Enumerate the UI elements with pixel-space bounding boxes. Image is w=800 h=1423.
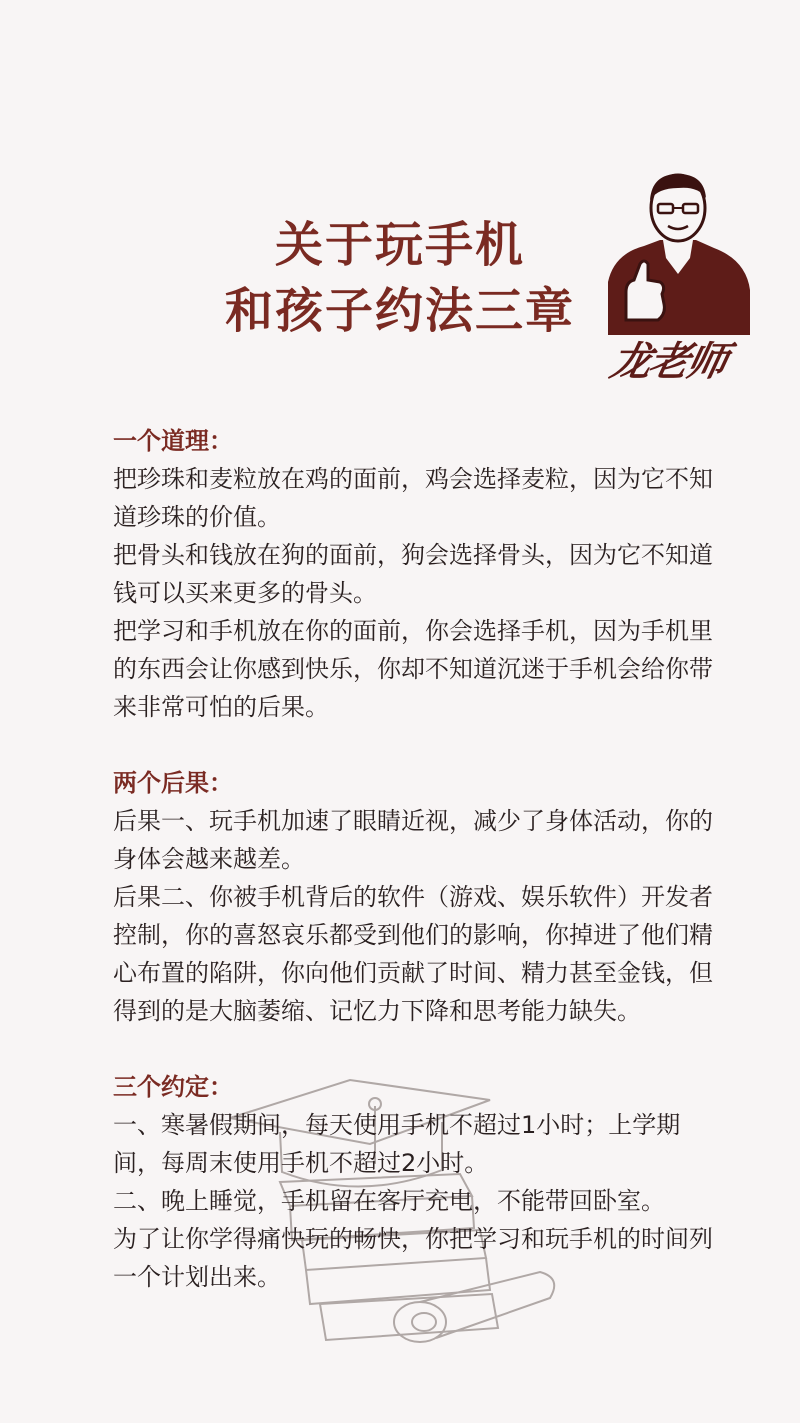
paragraph: 二、晚上睡觉，手机留在客厅充电，不能带回卧室。 (113, 1187, 665, 1215)
section-three-agreements (113, 1068, 713, 1296)
section-two-consequences (113, 764, 713, 1030)
paragraph: 后果一、玩手机加速了眼睛近视，减少了身体活动，你的身体会越来越差。 (113, 807, 713, 873)
section-one-principle (113, 422, 713, 726)
paragraph: 把骨头和钱放在狗的面前，狗会选择骨头，因为它不知道钱可以买来更多的骨头。 (113, 541, 713, 607)
paragraph: 把珍珠和麦粒放在鸡的面前，鸡会选择麦粒，因为它不知道珍珠的价值。 (113, 465, 713, 531)
section-heading: 三个约定： (113, 1073, 233, 1101)
signature: 龙老师 (606, 338, 731, 385)
title-line-2: 和孩子约法三章 (224, 283, 575, 339)
paragraph: 一、寒暑假期间，每天使用手机不超过1小时；上学期间，每周末使用手机不超过2小时。 (113, 1111, 681, 1177)
section-heading: 两个后果： (113, 769, 233, 797)
paragraph: 把学习和手机放在你的面前，你会选择手机，因为手机里的东西会让你感到快乐，你却不知道沉迷于手机会给你带来非常可怕的后果。 (113, 617, 713, 721)
teacher-portrait-illustration (598, 170, 758, 335)
page-title (170, 212, 630, 344)
article-body (113, 422, 713, 1334)
title-line-1: 关于玩手机 (274, 217, 525, 273)
paragraph: 为了让你学得痛快玩的畅快，你把学习和玩手机的时间列一个计划出来。 (113, 1225, 713, 1291)
section-heading: 一个道理： (113, 427, 233, 455)
paragraph: 后果二、你被手机背后的软件（游戏、娱乐软件）开发者控制，你的喜怒哀乐都受到他们的影响，你掉进了他们精心布置的陷阱，你向他们贡献了时间、精力甚至金钱，但得到的是大脑萎缩、记忆力下降和思考能力缺失。 (113, 883, 713, 1025)
